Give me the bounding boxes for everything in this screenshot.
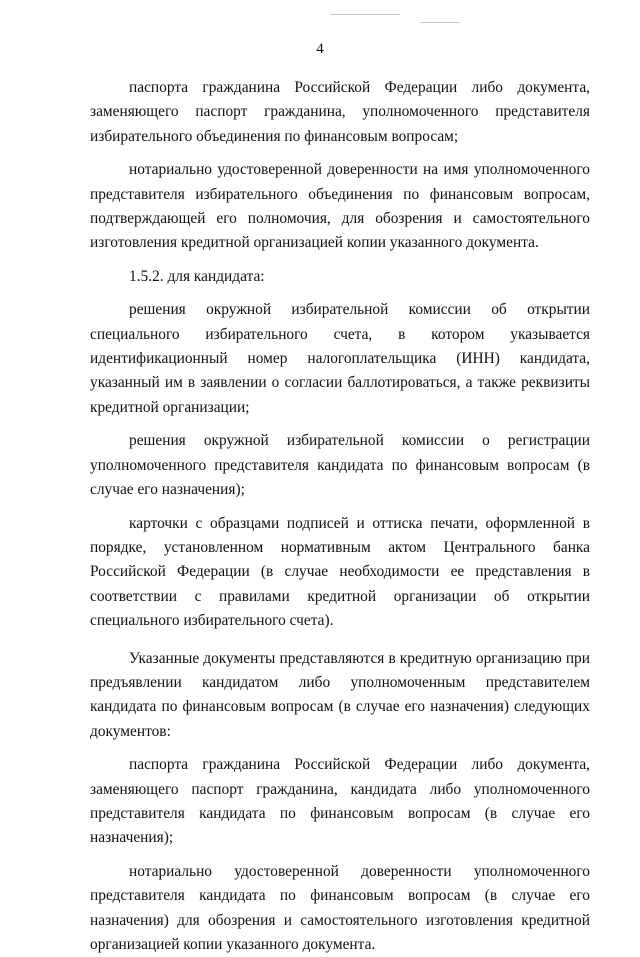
scan-noise — [420, 22, 460, 23]
paragraph-4: решения окружной избирательной комиссии о регистрации уполномоченного представителя кандидата по финансовым вопросам (в случае его назначения); — [90, 432, 590, 499]
document-body — [90, 76, 590, 957]
paragraph-6: Указанные документы представляются в кредитную организацию при предъявлении кандидатом либо уполномоченным представителем кандидата по финансовым вопросам (в случае его назначения) следующих документов: — [90, 649, 590, 740]
paragraph-1: паспорта гражданина Российской Федерации либо документа, заменяющего паспорт гражданина, уполномоченного представителя избирательного объединения по финансовым вопросам; — [90, 79, 590, 145]
section-heading-1-5-2: 1.5.2. для кандидата: — [129, 267, 265, 285]
paragraph-5: карточки с образцами подписей и оттиска печати, оформленной в порядке, установленном нормативным актом Центрального банка Российской Федерации (в случае необходимости ее представления в соответствии с правилами кредитной организации об открытии специального избирательного счета). — [90, 514, 590, 630]
page-number: 4 — [316, 41, 324, 57]
paragraph-8: нотариально удостоверенной доверенности уполномоченного представителя кандидата по финансовым вопросам (в случае его назначения) для обозрения и самостоятельного изготовления кредитной организацией копии указанного документа. — [90, 862, 590, 953]
paragraph-7: паспорта гражданина Российской Федерации либо документа, заменяющего паспорт гражданина, кандидата либо уполномоченного представителя кандидата по финансовым вопросам (в случае его назначения); — [90, 756, 590, 847]
paragraph-3: решения окружной избирательной комиссии об открытии специального избирательного счета, в котором указывается идентификационный номер налогоплательщика (ИНН) кандидата, указанный им в заявлении о согласии баллотироваться, а также реквизиты кредитной организации; — [90, 301, 590, 416]
paragraph-2: нотариально удостоверенной доверенности на имя уполномоченного представителя избирательного объединения по финансовым вопросам, подтверждающей его полномочия, для обозрения и самостоятельного изготовления кредитной организацией копии указанного документа. — [90, 161, 590, 252]
scan-noise — [330, 14, 400, 15]
